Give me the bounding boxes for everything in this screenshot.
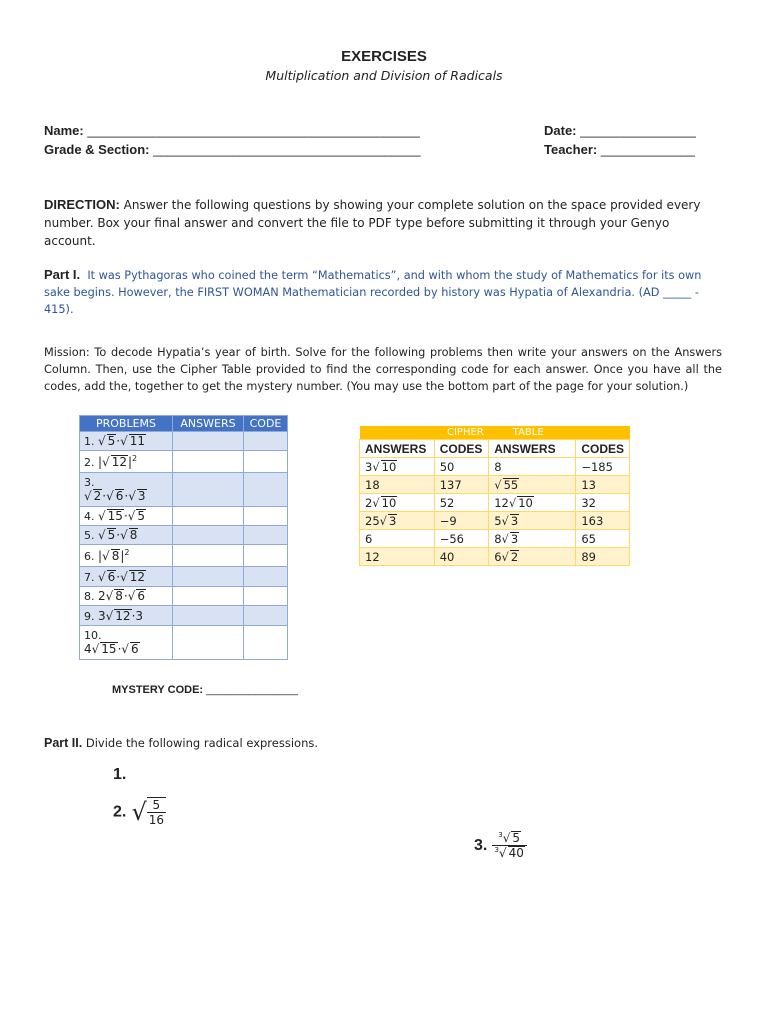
- date-field: [544, 123, 696, 138]
- problem-9: 9. 3√ 12·3: [80, 606, 173, 626]
- part2-item-1: 1.: [113, 766, 127, 783]
- page-subtitle: Multiplication and Division of Radicals: [265, 68, 503, 83]
- direction-label: DIRECTION:: [44, 197, 120, 212]
- problem-7: 7. √ 6·√ 12: [80, 567, 173, 587]
- part2-item-2-number: 2.: [113, 803, 127, 821]
- cipher-answer: 6: [360, 530, 435, 548]
- cipher-answer: 18: [360, 476, 435, 494]
- grade-label: Grade & Section:: [44, 142, 150, 157]
- cipher-header-codes: CODES: [576, 440, 630, 458]
- part1-paragraph: [44, 266, 722, 318]
- date-line: ________________: [580, 123, 696, 138]
- cipher-code: 50: [434, 458, 489, 476]
- answer-cell[interactable]: [173, 432, 244, 451]
- answer-cell[interactable]: [173, 545, 244, 567]
- problems-header: PROBLEMS: [80, 416, 173, 432]
- part1-label: Part I.: [44, 267, 81, 282]
- cipher-code: 65: [576, 530, 630, 548]
- part2-item-3: 3. $\frac{^3√ 5}{^3√ 40}$: [474, 831, 527, 860]
- cipher-answer: 12√ 10: [489, 494, 576, 512]
- part2-heading: [44, 736, 318, 750]
- answer-cell[interactable]: [173, 507, 244, 526]
- code-cell[interactable]: [244, 567, 288, 587]
- cipher-answer: 5√ 3: [489, 512, 576, 530]
- problem-1: 1. √ 5·√ 11: [80, 432, 173, 451]
- cipher-code: 163: [576, 512, 630, 530]
- code-cell[interactable]: [244, 606, 288, 626]
- problem-6: 6. |√ $8|^2$: [80, 545, 173, 567]
- cipher-code: −185: [576, 458, 630, 476]
- mystery-code: [112, 684, 298, 696]
- direction-paragraph: [44, 196, 722, 250]
- direction-text: Answer the following questions by showing your complete solution on the space provided every number. Box your final answer and convert the file to PDF type before submitting it through your Genyo account.: [44, 198, 701, 248]
- problem-10: 10. 4√ 15·√ 6: [80, 626, 173, 660]
- part2-item-3-number: 3.: [474, 837, 488, 854]
- name-line: ______________________________________________: [87, 123, 420, 138]
- cipher-code: 89: [576, 548, 630, 566]
- grade-section-field: [44, 142, 421, 157]
- code-cell[interactable]: [244, 432, 288, 451]
- cipher-code: −9: [434, 512, 489, 530]
- answer-cell[interactable]: [173, 567, 244, 587]
- problem-3: 3. √ 2·√ 6·√ 3: [80, 473, 173, 507]
- mystery-code-line: _______________: [206, 684, 298, 696]
- mission-paragraph: Mission: To decode Hypatia’s year of birth. Solve for the following problems then write your answers on the Answers Column. Then, use the Cipher Table provided to find the corresponding code for each answer. Once you have all the codes, add the, together to get the mystery number. (You may use the bottom part of the page for your solution.): [44, 346, 722, 393]
- mystery-code-label: MYSTERY CODE:: [112, 684, 204, 696]
- answer-cell[interactable]: [173, 473, 244, 507]
- code-cell[interactable]: [244, 545, 288, 567]
- code-cell[interactable]: [244, 451, 288, 473]
- name-label: Name:: [44, 123, 84, 138]
- problem-8: 8. 2√ 8·√ 6: [80, 587, 173, 606]
- answer-cell[interactable]: [173, 626, 244, 660]
- code-cell[interactable]: [244, 507, 288, 526]
- cipher-title-left: CIPHER: [434, 426, 489, 440]
- cipher-header-answers: ANSWERS: [360, 440, 435, 458]
- problem-5: 5. √ 5·√ 8: [80, 526, 173, 545]
- answer-cell[interactable]: [173, 606, 244, 626]
- cipher-answer: 12: [360, 548, 435, 566]
- cipher-answer: 6√ 2: [489, 548, 576, 566]
- code-cell[interactable]: [244, 526, 288, 545]
- teacher-line: _____________: [600, 142, 695, 157]
- cipher-answer: √ 55: [489, 476, 576, 494]
- page-title: EXERCISES: [341, 48, 427, 65]
- cipher-answer: 3√ 10: [360, 458, 435, 476]
- code-cell[interactable]: [244, 473, 288, 507]
- cipher-answer: 2√ 10: [360, 494, 435, 512]
- code-cell[interactable]: [244, 626, 288, 660]
- answer-cell[interactable]: [173, 526, 244, 545]
- date-label: Date:: [544, 123, 577, 138]
- cipher-header-answers: ANSWERS: [489, 440, 576, 458]
- cipher-answer: 8√ 3: [489, 530, 576, 548]
- cipher-code: 52: [434, 494, 489, 512]
- answer-cell[interactable]: [173, 451, 244, 473]
- cipher-code: −56: [434, 530, 489, 548]
- name-field: [44, 123, 420, 138]
- problems-table: [79, 415, 288, 660]
- cipher-answer: 8: [489, 458, 576, 476]
- cipher-header-codes: CODES: [434, 440, 489, 458]
- cipher-code: 13: [576, 476, 630, 494]
- part2-text: Divide the following radical expressions.: [85, 736, 319, 750]
- code-cell[interactable]: [244, 587, 288, 606]
- part2-label: Part II.: [44, 736, 83, 750]
- grade-line: _____________________________________: [153, 142, 421, 157]
- cipher-code: 137: [434, 476, 489, 494]
- problem-2: 2. |√ $12|^2$: [80, 451, 173, 473]
- cipher-title-right: TABLE: [489, 426, 576, 440]
- problem-4: 4. √ 15·√ 5: [80, 507, 173, 526]
- part1-text: It was Pythagoras who coined the term “Mathematics”, and with whom the study of Mathematics for its own sake begins. However, the FIRST WOMAN Mathematician recorded by history was Hypatia of Alexandria. (AD _____ - 415).: [44, 269, 702, 316]
- part2-item-2: 2. √ $\frac{5}{16}$: [113, 798, 165, 827]
- cipher-table: [359, 426, 630, 566]
- cipher-code: 40: [434, 548, 489, 566]
- teacher-field: [544, 142, 695, 157]
- code-header: CODE: [244, 416, 288, 432]
- cipher-answer: 25√ 3: [360, 512, 435, 530]
- teacher-label: Teacher:: [544, 142, 598, 157]
- answer-cell[interactable]: [173, 587, 244, 606]
- cipher-code: 32: [576, 494, 630, 512]
- answers-header: ANSWERS: [173, 416, 244, 432]
